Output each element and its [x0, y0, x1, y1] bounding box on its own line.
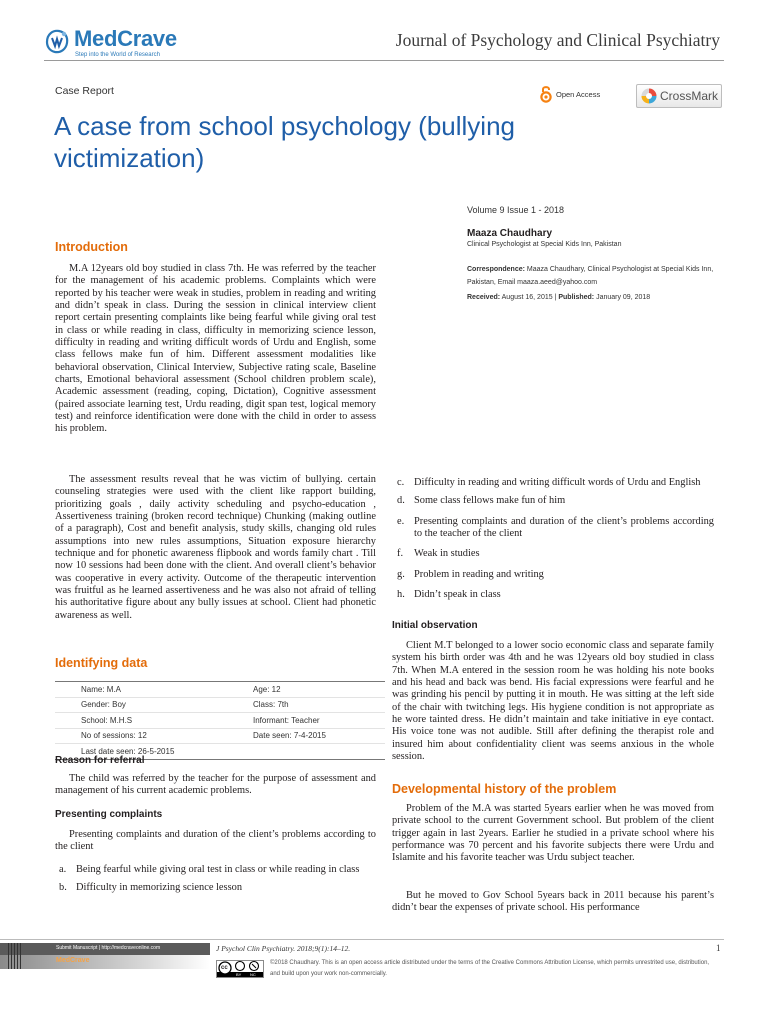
list-item: [397, 495, 714, 507]
list-item-text: Presenting complaints and duration of the client’s problems according to the teacher of the client: [414, 515, 714, 540]
crossmark-label: CrossMark: [660, 89, 719, 103]
table-cell: Date seen: 7-4-2015: [253, 731, 326, 741]
introduction-paragraph-2: The assessment results reveal that he was victim of bullying. certain counseling strategies were used with the client like rapport building, prioritizing goals , daily activity scheduling and psycho-education , Assertiveness training (broken record technique) Chunking (making outline of a paragraph), Cost and benefit analysis, study skills, changing old rules assumptions into new rules assumptions, Situation exposure hierarchy technique and for phonetic awareness flipbook and words family chart . Till now 10 sessions had been done with the client. And overall client’s behavior was cooperative in every activity. Outcome of the therapeutic intervention was fruitful as he learned assertiveness and he was also not afraid of telling his authoritative figure about any bully issues at school. Client had phonetic awareness as well.: [55, 474, 376, 621]
open-access-label: Open Access: [556, 89, 601, 99]
list-marker: h.: [397, 589, 405, 601]
table-cell: Last date seen: 26-5-2015: [81, 746, 175, 756]
list-marker: b.: [59, 882, 67, 894]
table-cell: Class: 7th: [253, 700, 289, 710]
logo-text: MedCrave: [74, 26, 177, 51]
complaints-list-client: [59, 864, 376, 895]
table-cell: Informant: Teacher: [253, 715, 320, 725]
table-cell: Name: M.A: [81, 684, 122, 694]
submit-manuscript-banner[interactable]: [0, 943, 210, 969]
correspondence: [467, 263, 722, 289]
logo-tagline: Step into the World of Research: [75, 52, 160, 58]
list-item-text: Didn’t speak in class: [414, 589, 501, 601]
list-marker: a.: [59, 864, 67, 875]
list-marker: c.: [397, 477, 405, 488]
list-item-text: Problem in reading and writing: [414, 568, 544, 580]
article-dates: [467, 294, 650, 301]
table-cell: Gender: Boy: [81, 700, 126, 710]
developmental-history-paragraph-1: Problem of the M.A was started 5years earlier when he was moved from private school to the current Government school. But problem of the client trigger again in last 2years. Earlier he studied in a private school where his performance was 70 percent and his favorite subjects there were Urdu and Islamite and his favorite teacher was Urdu subject teacher.: [392, 803, 714, 864]
developmental-history-heading: Developmental history of the problem: [392, 782, 617, 796]
list-marker: f.: [397, 548, 404, 560]
by-label: BY: [236, 972, 242, 977]
banner-logo: MedCrave: [56, 957, 90, 964]
citation: J Psychol Clin Psychiatry. 2018;9(1):14‒12.: [216, 944, 351, 953]
list-item: [397, 516, 714, 541]
license-text: ©2018 Chaudhary. This is an open access article distributed under the terms of the Creative Commons Attribution License, which permits unrestrited use, distribution, and build upon your work non-commercially.: [270, 960, 710, 977]
correspondence-text: Maaza Chaudhary, Clinical Psychologist at Special Kids Inn, Pakistan, Email maaza.aeed@yahoo.com: [467, 266, 714, 286]
introduction-heading: Introduction: [55, 240, 128, 254]
received-date: August 16, 2015 |: [500, 294, 559, 301]
crossmark-icon: [641, 88, 657, 104]
open-access-icon: [540, 84, 552, 104]
table-row: [55, 698, 385, 714]
banner-fade: [0, 955, 210, 969]
list-item: [397, 589, 714, 601]
published-label: Published:: [558, 294, 595, 301]
published-date: January 09, 2018: [594, 294, 651, 301]
medcrave-logo-icon: [44, 28, 70, 56]
volume-issue: Volume 9 Issue 1 - 2018: [467, 205, 565, 215]
developmental-history-paragraph-2: But he moved to Gov School 5years back in 2011 because his parent’s didn’t bear the expenses of private school. His performance: [392, 890, 714, 914]
reason-for-referral-heading: Reason for referral: [55, 755, 145, 766]
page-number: 1: [716, 943, 721, 953]
open-access-badge[interactable]: [540, 82, 600, 106]
list-item: [59, 864, 376, 876]
author-affiliation: Clinical Psychologist at Special Kids Inn, Pakistan: [467, 241, 622, 248]
paper-title: A case from school psychology (bullying victimization): [54, 111, 516, 173]
initial-observation-text: Client M.T belonged to a lower socio economic class and separate family system his birth order was 4th and he was 12years old boy studied in class 7th. When M.A entered in the session room he was holding his note books and his head and back was bend. His facial expressions were fearful and he was grinding his pencil by putting it in mouth. He was sitting at the left side of the chair with twitching legs. His hygiene condition is not appropriate as he wore tainted dress. He didn’t maintain and take initiative in eye contact. His voice tone was not audible. Still after defining the therapist role and insured him about confidentiality client was seems anxious in the whole session.: [392, 640, 714, 763]
presenting-complaints-text: Presenting complaints and duration of the client’s problems according to the client: [55, 829, 376, 853]
introduction-paragraph-1: M.A 12years old boy studied in class 7th. He was referred by the teacher for the management of his academic problems. Complaints which were reported by his teacher were weak in studies, problem in reading and writing and didn’t speak in class. During the session in clinical interview client report certain presenting complaints like being fearful while giving oral test in class or while reading in class, difficulty in memorizing science lesson, difficulty in reading and writing difficult words of Urdu and English, some class fellows make fun of him. Different assessment modalities like behavioral observation, Clinical Interview, Subjective rating scale, Baseline charts, Emotional behavioral assessment (School children problem scale), Academic assessment (reading, coping, Dictation), Cognitive assessment (paired associate learning test, Urdu reading, digit span test, logical memory test) and reinforce identification were done with the child in order to assess his problem.: [55, 263, 376, 435]
journal-title[interactable]: Journal of Psychology and Clinical Psychiatry: [395, 30, 720, 50]
cc-label: cc: [221, 965, 228, 971]
table-row: [55, 682, 385, 698]
received-label: Received:: [467, 294, 501, 301]
list-item-text: Some class fellows make fun of him: [414, 495, 566, 507]
table-cell: Age: 12: [253, 684, 281, 694]
crossmark-button[interactable]: [636, 84, 722, 108]
table-cell: School: M.H.S: [81, 715, 133, 725]
nc-label: NC: [250, 972, 256, 977]
initial-observation-heading: Initial observation: [392, 620, 478, 631]
complaints-list-continued: [397, 477, 714, 601]
list-item-text: Difficulty in reading and writing difficult words of Urdu and English: [414, 477, 701, 488]
list-marker: e.: [397, 515, 405, 527]
list-marker: g.: [397, 568, 405, 580]
list-item: [397, 477, 714, 489]
correspondence-label: Correspondence:: [467, 266, 525, 273]
identifying-data-table: [55, 681, 385, 760]
list-item-text: Weak in studies: [414, 548, 480, 560]
list-item-text: Being fearful while giving oral test in class or while reading in class: [76, 864, 360, 875]
submit-manuscript-link[interactable]: Submit Manuscript | http://medcraveonline.com: [56, 945, 161, 951]
presenting-complaints-heading: Presenting complaints: [55, 809, 163, 820]
header-rule: [44, 60, 724, 61]
footer-rule: [0, 939, 724, 940]
list-item-text: Difficulty in memorizing science lesson: [76, 882, 243, 894]
list-marker: d.: [397, 495, 405, 507]
table-cell: No of sessions: 12: [81, 731, 147, 741]
list-item: [397, 548, 714, 560]
banner-texture-icon: [8, 943, 22, 969]
identifying-data-heading: Identifying data: [55, 656, 148, 670]
table-row: [55, 729, 385, 745]
author-name: Maaza Chaudhary: [467, 228, 553, 239]
list-item: [397, 569, 714, 581]
list-item: [59, 882, 376, 894]
reason-for-referral-text: The child was referred by the teacher for the purpose of assessment and management of his current academic problems.: [55, 773, 376, 797]
table-row: [55, 713, 385, 729]
article-type: Case Report: [55, 85, 114, 97]
cc-license-badge[interactable]: [216, 960, 264, 978]
